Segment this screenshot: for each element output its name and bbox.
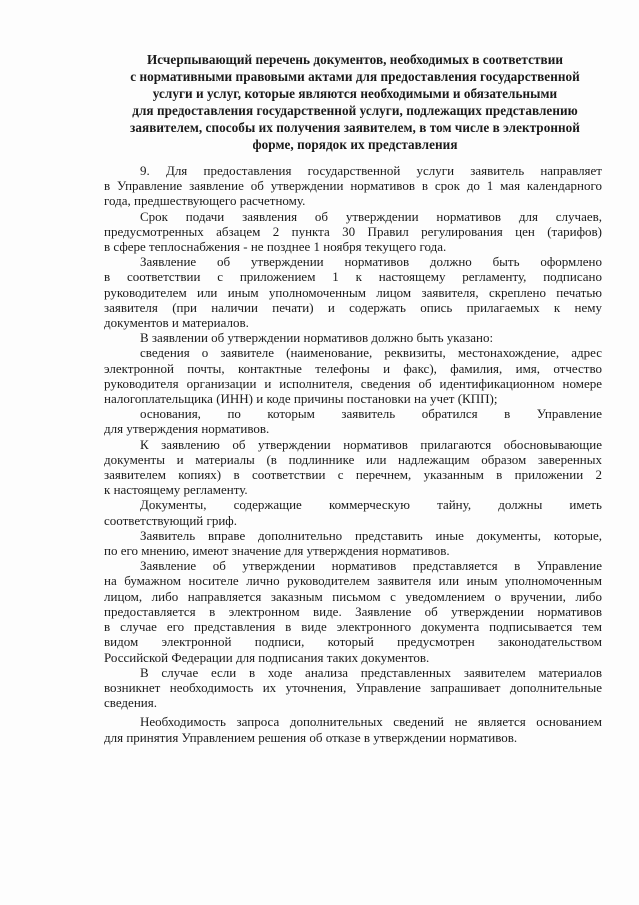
paragraph-application-form bbox=[104, 254, 602, 330]
paragraph-line: года, предшествующего расчетному. bbox=[104, 193, 306, 209]
paragraph-line: лицом, либо направляется заказным письмом с уведомлением о вручении, либо bbox=[104, 588, 602, 604]
paragraph-line: заявителем копиях) в соответствии с перечнем, указанным в приложении 2 bbox=[104, 467, 602, 483]
paragraph-line: 9. Для предоставления государственной услуги заявитель направляет bbox=[140, 163, 602, 178]
paragraph-line: в соответствии с приложением 1 к настоящему регламенту, подписано bbox=[104, 269, 602, 285]
paragraph-line: Заявление об утверждении нормативов представляется в Управление bbox=[140, 558, 602, 574]
paragraph-line: предусмотренных абзацем 2 пункта 30 Правил регулирования цен (тарифов) bbox=[104, 223, 602, 239]
paragraph-line: на бумажном носителе лично руководителем заявителя или иным уполномоченным bbox=[104, 573, 602, 589]
paragraph-line: Срок подачи заявления об утверждении нормативов для случаев, bbox=[140, 208, 602, 224]
document-body bbox=[104, 163, 602, 745]
paragraph-line: предоставляется в электронном виде. Заявление об утверждении нормативов bbox=[104, 603, 602, 619]
paragraph-line: В заявлении об утверждении нормативов должно быть указано: bbox=[140, 330, 494, 346]
paragraph-line: руководителя организации и исполнителя, сведения об идентификационном номере bbox=[104, 375, 602, 391]
paragraph-line: сведения о заявителе (наименование, реквизиты, местонахождение, адрес bbox=[140, 345, 602, 361]
title-line-5: заявителем, способы их получения заявителем, в том числе в электронной bbox=[130, 119, 580, 135]
paragraph-line: Заявитель вправе дополнительно представить иные документы, которые, bbox=[140, 527, 602, 543]
paragraph-applicant-info bbox=[104, 345, 602, 406]
title-line-6: форме, порядок их представления bbox=[252, 136, 458, 152]
paragraph-must-contain bbox=[104, 330, 602, 345]
paragraph-clarification bbox=[104, 665, 602, 711]
paragraph-line: для утверждения нормативов. bbox=[104, 421, 270, 437]
paragraph-line: документов и материалов. bbox=[104, 315, 249, 331]
paragraph-submission bbox=[104, 558, 602, 664]
paragraph-trade-secret bbox=[104, 497, 602, 527]
paragraph-line: документы и материалы (в подлиннике или надлежащим образом заверенных bbox=[104, 451, 602, 467]
paragraph-line: сведения. bbox=[104, 695, 157, 711]
paragraph-line: в Управление заявление об утверждении нормативов в срок до 1 мая календарного bbox=[104, 178, 602, 194]
paragraph-line: видом электронной подписи, который предусмотрен законодательством bbox=[104, 634, 602, 650]
title-line-4: для предоставления государственной услуги, подлежащих представлению bbox=[132, 102, 578, 118]
paragraph-line: к настоящему регламенту. bbox=[104, 482, 248, 498]
paragraph-line: Необходимость запроса дополнительных сведений не является основанием bbox=[140, 714, 602, 730]
paragraph-not-grounds-for-refusal bbox=[104, 714, 602, 744]
title-line-2: с нормативными правовыми актами для предоставления государственной bbox=[130, 68, 580, 84]
paragraph-line: Документы, содержащие коммерческую тайну, должны иметь bbox=[140, 497, 602, 513]
paragraph-item-9 bbox=[104, 163, 602, 209]
paragraph-line: в сфере теплоснабжения - не позднее 1 ноября текущего года. bbox=[104, 239, 447, 255]
document-title bbox=[100, 52, 610, 153]
paragraph-deadline bbox=[104, 209, 602, 255]
paragraph-line: возникнет необходимость их уточнения, Управление запрашивает дополнительные bbox=[104, 679, 602, 695]
paragraph-line: для принятия Управлением решения об отказе в утверждении нормативов. bbox=[104, 729, 518, 745]
paragraph-line: В случае если в ходе анализа представленных заявителем материалов bbox=[140, 664, 602, 680]
title-line-3: услуги и услуг, которые являются необходимыми и обязательными bbox=[152, 85, 558, 101]
paragraph-line: Заявление об утверждении нормативов должно быть оформлено bbox=[140, 254, 602, 270]
paragraph-line: налогоплательщика (ИНН) и коде причины постановки на учет (КПП); bbox=[104, 391, 498, 407]
paragraph-line: руководителем или иным уполномоченным лицом заявителя, скреплено печатью bbox=[104, 284, 602, 300]
paragraph-line: К заявлению об утверждении нормативов прилагаются обосновывающие bbox=[140, 436, 602, 452]
paragraph-line: основания, по которым заявитель обратился в Управление bbox=[140, 406, 602, 422]
paragraph-attachments bbox=[104, 437, 602, 498]
paragraph-additional-docs bbox=[104, 528, 602, 558]
paragraph-grounds bbox=[104, 406, 602, 436]
title-line-1: Исчерпывающий перечень документов, необходимых в соответствии bbox=[146, 52, 564, 67]
paragraph-line: в случае его представления в виде электронного документа подписывается тем bbox=[104, 619, 602, 635]
paragraph-line: электронной почты, контактные телефоны и факс), фамилия, имя, отчество bbox=[104, 360, 602, 376]
paragraph-line: соответствующий гриф. bbox=[104, 512, 237, 528]
paragraph-line: заявителя (при наличии печати) и содержать опись прилагаемых к нему bbox=[104, 299, 602, 315]
paragraph-line: Российской Федерации для подписания таких документов. bbox=[104, 649, 430, 665]
paragraph-line: по его мнению, имеют значение для утверждения нормативов. bbox=[104, 543, 450, 559]
